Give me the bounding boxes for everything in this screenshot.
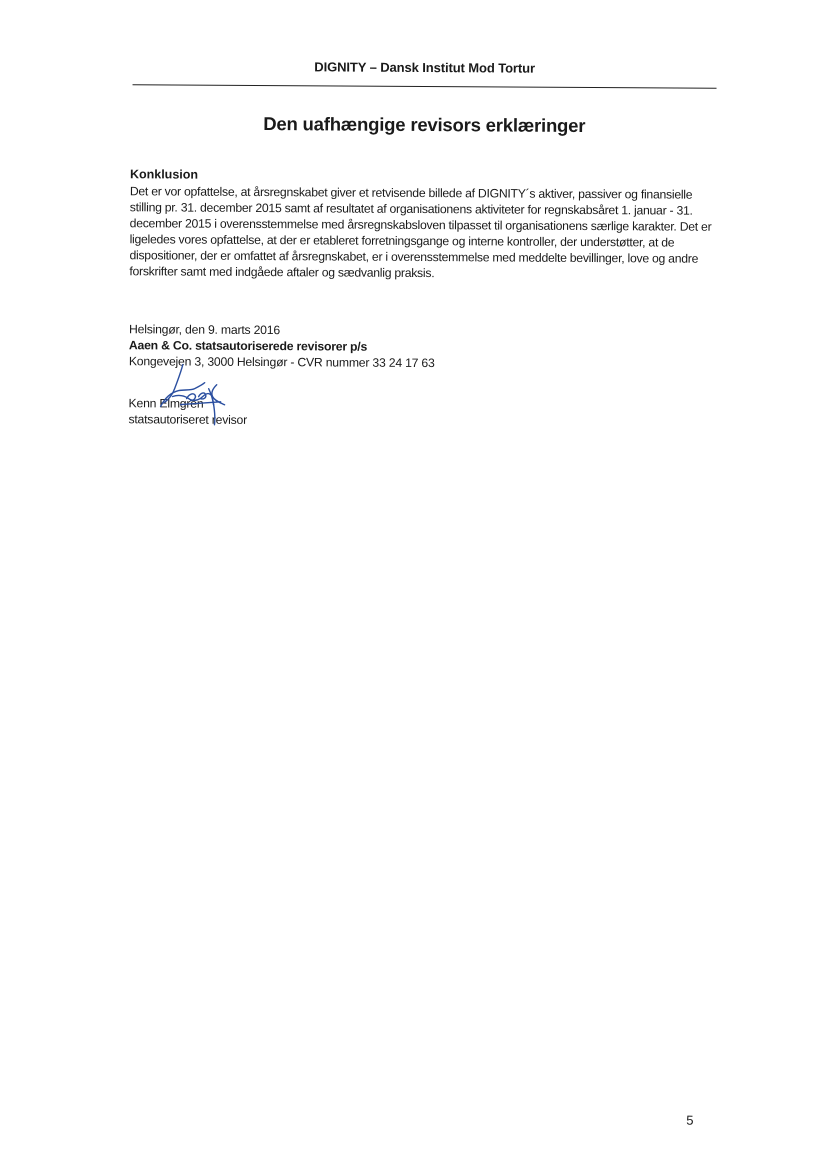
audit-firm-name: Aaen & Co. statsautoriserede revisorer p/s (128, 338, 368, 354)
document-title: Den uafhængige revisors erklæringer (263, 113, 586, 137)
place-date: Helsingør, den 9. marts 2016 (128, 322, 280, 338)
section-heading: Konklusion (129, 167, 199, 182)
header-divider (133, 84, 717, 89)
page-number: 5 (686, 1112, 694, 1128)
signer-name: Kenn Elmgren (128, 396, 204, 411)
signer-title: statsautoriseret revisor (128, 412, 248, 427)
organization-header: DIGNITY – Dansk Institut Mod Tortur (314, 59, 535, 76)
handwritten-signature-icon (150, 358, 240, 429)
firm-address: Kongevejen 3, 3000 Helsingør - CVR nummer 33 24 17 63 (128, 354, 435, 371)
conclusion-paragraph: Det er vor opfattelse, at årsregnskabet giver et retvisende billede af DIGNITY´s aktiver, passiver og finansielle stilling pr. 31. december 2015 samt af resultatet af organisationens aktiviteter for regnskabsåret 1. januar - 31. december 2015 i overensstemmelse med årsregnskabsloven tilpasset til organisationens særlige karakter. Det er ligeledes vores opfattelse, at der er etableret forretningsgange og interne kontroller, der understøtter, at de dispositioner, der er omfattet af årsregnskabet, er i overensstemmelse med meddelte bevillinger, love og andre forskrifter samt med indgåede aftaler og sædvanlig praksis. (129, 184, 712, 281)
